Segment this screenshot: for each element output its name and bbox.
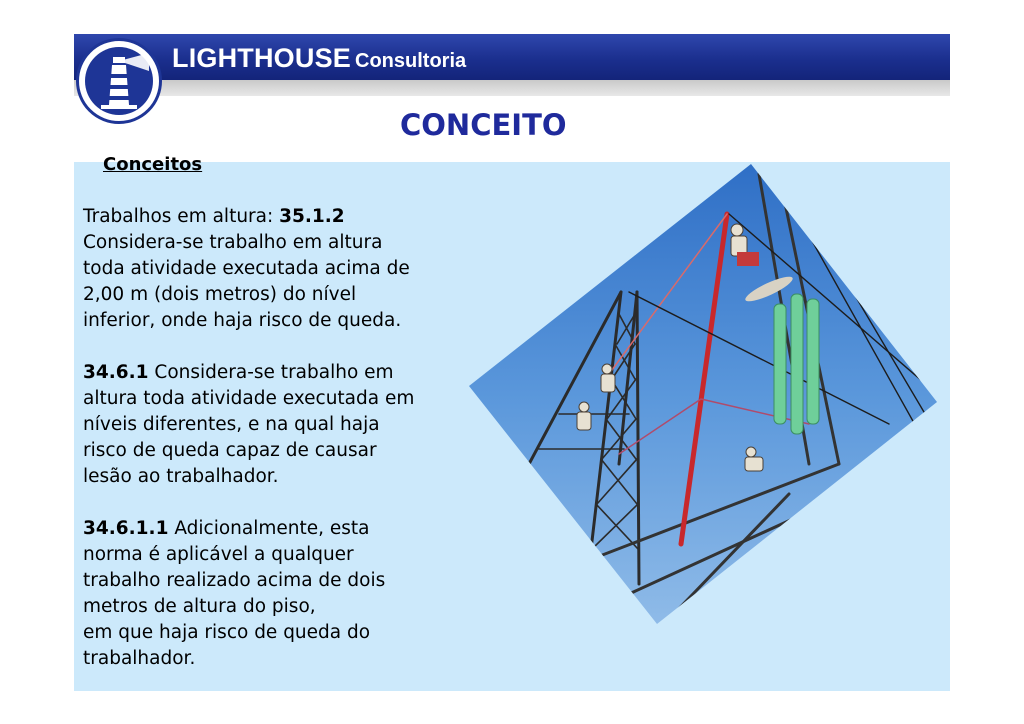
paragraph-3-first-text: Adicionalmente, esta (168, 518, 370, 539)
paragraph-1-lead-line (83, 204, 443, 230)
paragraph-3 (83, 516, 443, 672)
brand-sub: Consultoria (355, 50, 467, 72)
paragraph-3-line: trabalho realizado acima de dois (83, 570, 386, 591)
paragraph-1 (83, 204, 443, 334)
paragraph-1-line: toda atividade executada acima de (83, 258, 410, 279)
paragraph-2-line: lesão ao trabalhador. (83, 466, 279, 487)
brand-main: LIGHTHOUSE (172, 43, 352, 73)
section-label: Conceitos (103, 154, 203, 175)
page-title: CONCEITO (400, 108, 567, 142)
paragraph-1-line: Considera-se trabalho em altura (83, 232, 383, 253)
paragraph-3-line: em que haja risco de queda do (83, 622, 371, 643)
body-text (83, 204, 443, 698)
paragraph-2-ref: 34.6.1 (83, 362, 149, 383)
lighthouse-logo-icon (76, 38, 162, 124)
paragraph-2-line: altura toda atividade executada em (83, 388, 415, 409)
paragraph-2-line: níveis diferentes, e na qual haja (83, 414, 380, 435)
paragraph-1-lead: Trabalhos em altura: (83, 206, 280, 227)
paragraph-3-line: trabalhador. (83, 648, 196, 669)
header-strip (74, 80, 950, 96)
paragraph-3-ref: 34.6.1.1 (83, 518, 169, 539)
paragraph-1-ref: 35.1.2 (279, 206, 345, 227)
brand-name (172, 43, 466, 74)
paragraph-3-line: norma é aplicável a qualquer (83, 544, 354, 565)
transmission-tower-photo (469, 164, 939, 624)
paragraph-2-first-text: Considera-se trabalho em (148, 362, 394, 383)
paragraph-2-first-line (83, 360, 443, 386)
paragraph-1-line: 2,00 m (dois metros) do nível (83, 284, 357, 305)
paragraph-3-line: metros de altura do piso, (83, 596, 316, 617)
paragraph-3-first-line (83, 516, 443, 542)
paragraph-1-line: inferior, onde haja risco de queda. (83, 310, 402, 331)
paragraph-2 (83, 360, 443, 490)
paragraph-2-line: risco de queda capaz de causar (83, 440, 377, 461)
slide (74, 34, 950, 691)
